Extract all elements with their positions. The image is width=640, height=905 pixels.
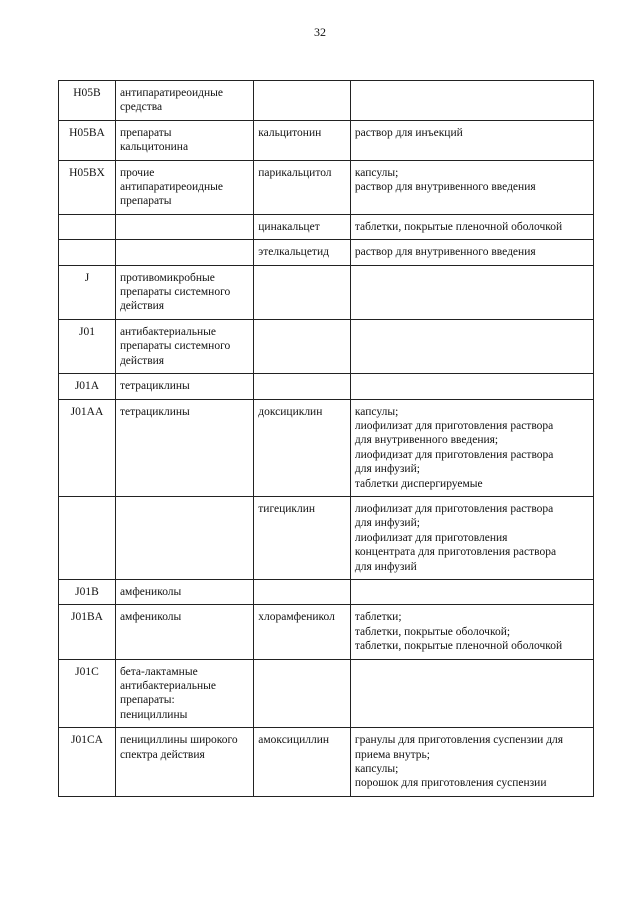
anatomical-group-cell [115,374,253,399]
group-name-line: препараты системного [119,286,231,299]
group-name-line: амфениколы [119,585,182,598]
dosage-form-line: для инфузий; [354,463,420,476]
drug-name-cell: тигециклин [254,496,351,579]
group-name-line: препараты [119,195,172,208]
drug-name-cell [254,374,351,399]
dosage-form-line: капсулы; [354,405,399,418]
dosage-form-cell [350,605,593,659]
atc-code-cell [59,496,116,579]
anatomical-group-cell [115,81,253,121]
dosage-form-line: лиофилизат для приготовления раствора [354,502,554,515]
atc-code-cell: J01AA [59,399,116,496]
anatomical-group-cell [115,399,253,496]
atc-code-cell: J01CA [59,728,116,797]
atc-code-cell [59,214,116,239]
dosage-form-line: таблетки, покрытые пленочной оболочкой [354,220,563,233]
atc-code-cell: J [59,265,116,319]
dosage-form-line: для инфузий [354,560,417,573]
drug-name-cell [254,265,351,319]
dosage-form-line: раствор для внутривенного введения [354,246,536,259]
table-row [59,120,594,160]
dosage-form-line: таблетки диспергируемые [354,477,483,490]
group-name-line: противомикробные [119,271,215,284]
table-row [59,374,594,399]
drug-name-cell [254,579,351,604]
group-name-line: средства [119,101,163,114]
anatomical-group-cell [115,319,253,373]
table-body [59,81,594,797]
drug-name-cell [254,81,351,121]
table-row [59,81,594,121]
table-row [59,319,594,373]
anatomical-group-cell [115,728,253,797]
atc-code-cell [59,240,116,265]
dosage-form-cell [350,214,593,239]
dosage-form-cell [350,579,593,604]
anatomical-group-cell [115,240,253,265]
group-name-line: препараты: [119,694,175,707]
drug-name-cell [254,319,351,373]
page-number: 32 [314,25,326,39]
anatomical-group-cell [115,265,253,319]
drug-name-cell: этелкальцетид [254,240,351,265]
drug-name-cell: хлорамфеникол [254,605,351,659]
group-name-line: тетрациклины [119,405,190,418]
dosage-form-line: приема внутрь; [354,748,430,761]
dosage-form-cell [350,659,593,728]
group-name-line: прочие [119,166,155,179]
dosage-form-line: капсулы; [354,763,399,776]
group-name-line: спектра действия [119,748,205,761]
anatomical-group-cell [115,214,253,239]
anatomical-group-cell [115,160,253,214]
dosage-form-cell [350,728,593,797]
atc-code-cell: J01BA [59,605,116,659]
group-name-line: антибактериальные [119,325,216,338]
dosage-form-line: лиофилизат для приготовления раствора [354,419,554,432]
table-row [59,265,594,319]
dosage-form-cell [350,240,593,265]
drug-name-cell: парикальцитол [254,160,351,214]
drug-name-cell: доксициклин [254,399,351,496]
anatomical-group-cell [115,659,253,728]
group-name-line: антипаратиреоидные [119,181,223,194]
group-name-line: действия [119,300,165,313]
drug-name-cell: амоксициллин [254,728,351,797]
dosage-form-line: гранулы для приготовления суспензии для [354,734,564,747]
dosage-form-line: капсулы; [354,166,399,179]
dosage-form-cell [350,81,593,121]
dosage-form-cell [350,399,593,496]
dosage-form-cell [350,120,593,160]
group-name-line: антипаратиреоидные [119,87,223,99]
drug-name-cell: кальцитонин [254,120,351,160]
table-row [59,579,594,604]
group-name-line: тетрациклины [119,380,190,393]
group-name-line: амфениколы [119,611,182,624]
atc-code-cell: J01B [59,579,116,604]
dosage-form-line: порошок для приготовления суспензии [354,777,547,790]
group-name-line: антибактериальные [119,680,216,692]
drug-name-cell: цинакальцет [254,214,351,239]
table-row [59,214,594,239]
anatomical-group-cell [115,579,253,604]
atc-code-cell: J01A [59,374,116,399]
drug-name-cell [254,659,351,728]
atc-code-cell: J01C [59,659,116,728]
anatomical-group-cell [115,496,253,579]
table-row [59,160,594,214]
atc-drug-table [58,80,594,797]
table-row [59,496,594,579]
anatomical-group-cell [115,605,253,659]
dosage-form-cell [350,160,593,214]
dosage-form-line: таблетки, покрытые пленочной оболочкой [354,640,563,653]
anatomical-group-cell [115,120,253,160]
dosage-form-line: таблетки, покрытые оболочкой; [354,625,511,638]
atc-code-cell: J01 [59,319,116,373]
group-name-line: препараты системного [119,340,231,353]
dosage-form-line: лиофидизат для приготовления раствора [354,448,554,461]
table-row [59,240,594,265]
group-name-line: препараты [119,126,172,139]
dosage-form-cell [350,374,593,399]
group-name-line: действия [119,354,165,367]
dosage-form-line: раствор для внутривенного введения [354,181,536,194]
dosage-form-cell [350,265,593,319]
dosage-form-line: концентрата для приготовления раствора [354,546,557,559]
group-name-line: пенициллины [119,708,188,721]
atc-code-cell: H05BA [59,120,116,160]
atc-code-cell: H05B [59,81,116,121]
group-name-line: кальцитонина [119,141,189,154]
dosage-form-line: лиофилизат для приготовления [354,531,508,544]
dosage-form-cell [350,496,593,579]
dosage-form-line: для внутривенного введения; [354,434,499,447]
dosage-form-line: таблетки; [354,611,402,624]
atc-code-cell: H05BX [59,160,116,214]
group-name-line: бета-лактамные [119,665,198,678]
table-row [59,728,594,797]
dosage-form-line: раствор для инъекций [354,126,463,139]
dosage-form-line: для инфузий; [354,517,420,530]
table-row [59,659,594,728]
table-row [59,605,594,659]
table-row [59,399,594,496]
dosage-form-cell [350,319,593,373]
group-name-line: пенициллины широкого [119,734,238,747]
